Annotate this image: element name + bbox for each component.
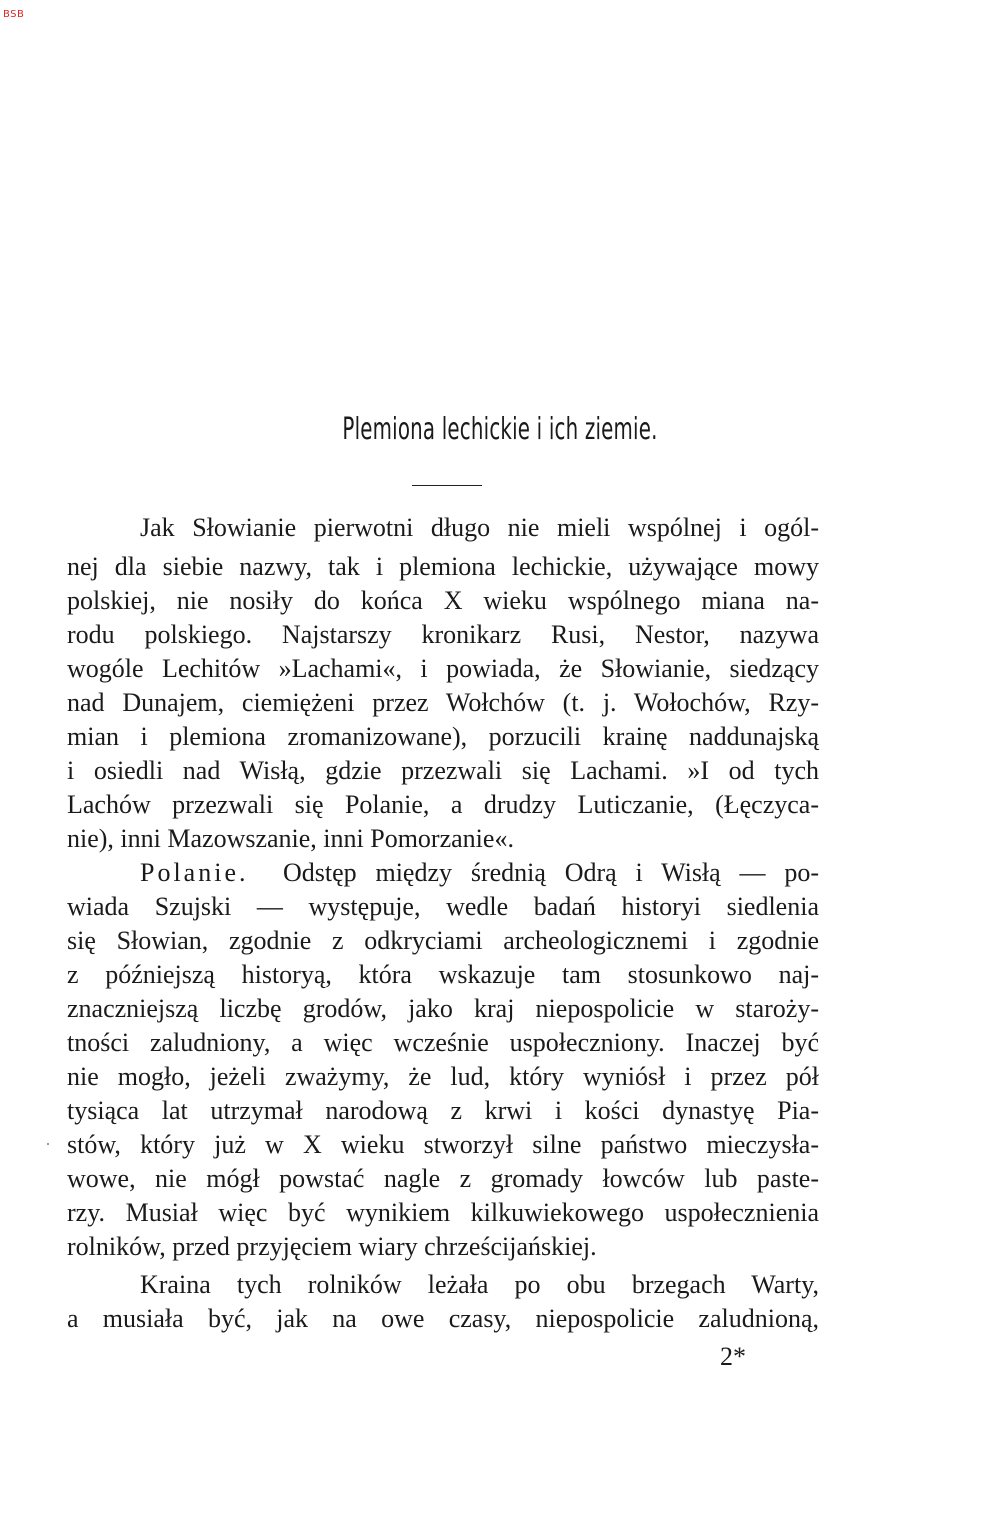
paragraph-3-line-2: a musiała być, jak na owe czasy, niepospolicie zaludnioną, bbox=[67, 1304, 819, 1333]
chapter-title: Plemiona lechickie i ich ziemie. bbox=[342, 412, 658, 447]
paragraph-2-line-5: znaczniejszą liczbę grodów, jako kraj niepospolicie w staroży- bbox=[67, 994, 819, 1023]
paragraph-2-line-9: stów, który już w X wieku stworzył silne państwo mieczysła- bbox=[67, 1130, 819, 1159]
paragraph-2-line-11: rzy. Musiał więc być wynikiem kilkuwiekowego uspołecznienia bbox=[67, 1198, 819, 1227]
paragraph-1-line-4: rodu polskiego. Najstarszy kronikarz Rusi, Nestor, nazywa bbox=[67, 620, 819, 649]
paragraph-1-line-5: wogóle Lechitów »Lachami«, i powiada, że Słowianie, siedzący bbox=[67, 654, 819, 683]
paragraph-1-line-1: Jak Słowianie pierwotni długo nie mieli wspólnej i ogól- bbox=[140, 513, 819, 542]
paragraph-2-line-3: się Słowian, zgodnie z odkryciami archeologicznemi i zgodnie bbox=[67, 926, 819, 955]
paragraph-2-line-6: tności zaludniony, a więc wcześnie uspołeczniony. Inaczej być bbox=[67, 1028, 819, 1057]
paragraph-1-line-7: mian i plemiona zromanizowane), porzucili krainę naddunajską bbox=[67, 722, 819, 751]
paragraph-2-line-1: Odstęp między średnią Odrą i Wisłą — po- bbox=[283, 858, 819, 887]
page-number: 2* bbox=[720, 1342, 746, 1371]
paragraph-1-line-3: polskiej, nie nosiły do końca X wieku wspólnego miana na- bbox=[67, 586, 819, 615]
paragraph-2-line-4: z późniejszą historyą, która wskazuje tam stosunkowo naj- bbox=[67, 960, 819, 989]
paragraph-2-line-10: wowe, nie mógł powstać nagle z gromady łowców lub paste- bbox=[67, 1164, 819, 1193]
paragraph-2-line-12: rolników, przed przyjęciem wiary chrześcijańskiej. bbox=[67, 1232, 597, 1261]
title-rule bbox=[412, 485, 482, 486]
paragraph-2-line-7: nie mogło, jeżeli zważymy, że lud, który wyniósł i przez pół bbox=[67, 1062, 819, 1091]
margin-speck bbox=[47, 1143, 49, 1145]
paragraph-2-line-2: wiada Szujski — występuje, wedle badań historyi siedlenia bbox=[67, 892, 819, 921]
section-heading-polanie: Polanie. bbox=[140, 858, 249, 887]
paragraph-1-line-2: nej dla siebie nazwy, tak i plemiona lechickie, używające mowy bbox=[67, 552, 819, 581]
paragraph-1-line-6: nad Dunajem, ciemiężeni przez Wołchów (t. j. Wołochów, Rzy- bbox=[67, 688, 819, 717]
paragraph-1-line-9: Lachów przezwali się Polanie, a drudzy Luticzanie, (Łęczyca- bbox=[67, 790, 819, 819]
paragraph-1-line-10: nie), inni Mazowszanie, inni Pomorzanie«. bbox=[67, 824, 514, 853]
library-watermark: BSB bbox=[3, 9, 25, 20]
paragraph-2-line-8: tysiąca lat utrzymał narodową z krwi i kości dynastyę Pia- bbox=[67, 1096, 819, 1125]
paragraph-1-line-8: i osiedli nad Wisłą, gdzie przezwali się Lachami. »I od tych bbox=[67, 756, 819, 785]
paragraph-3-line-1: Kraina tych rolników leżała po obu brzegach Warty, bbox=[140, 1270, 819, 1299]
